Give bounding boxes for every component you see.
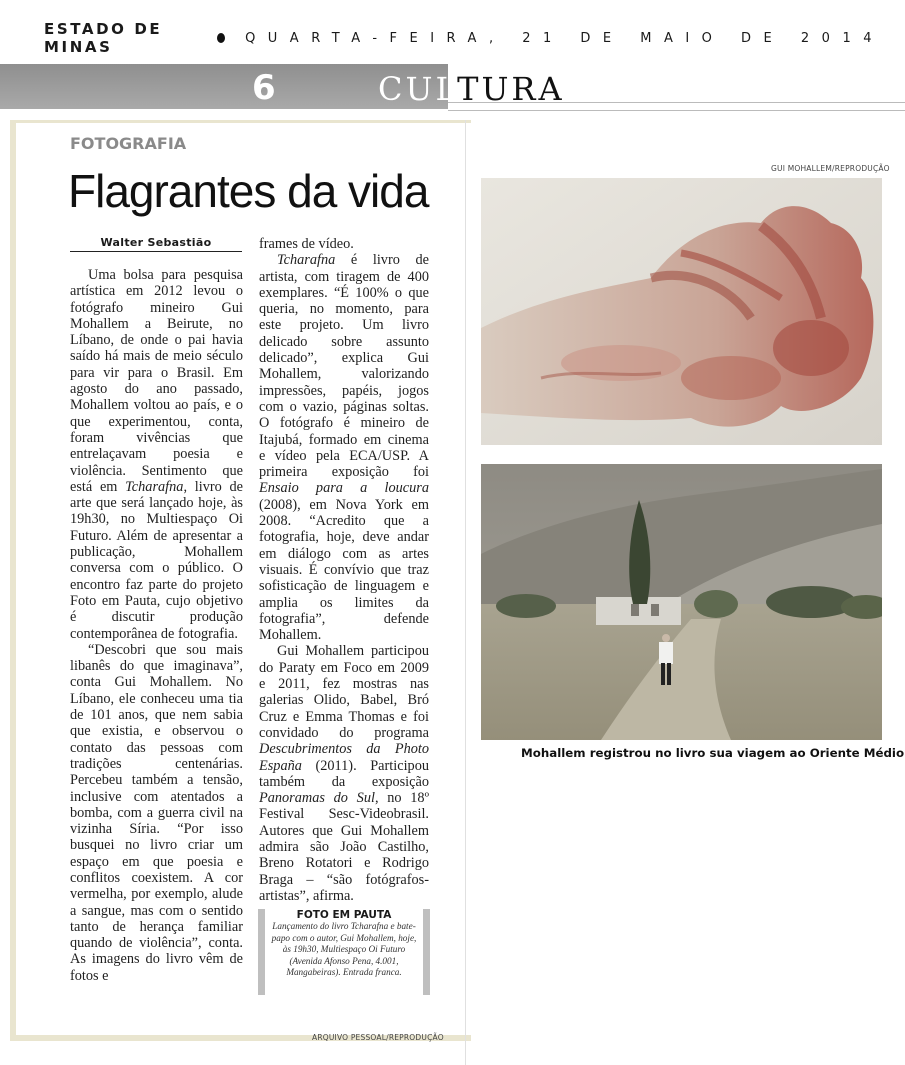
text-run: “Descobri que sou mais libanês do que imaginava”, conta Gui Mohallem. No Líbano, ele conheceu uma tia de 101 anos, que nem sabia que existia, e observou o contato das pessoas com tradições centenárias. Percebeu também a tensão, inclusive com atentados a bomba, com a guerra civil na vizinha Síria. “Por isso busquei no livro criar um espaço em que poesia e conflitos coexistem. A cor vermelha, por exemplo, alude a sangue, mas com o sentido tanto de herança familiar quando de violência”, conta. As imagens do livro vêm de fotos e	[70, 641, 243, 984]
article-paragraph	[259, 236, 429, 252]
section-name-part1: CUL	[378, 70, 458, 108]
article-column-left	[70, 267, 243, 984]
photo-credit-bottom: ARQUIVO PESSOAL/REPRODUÇÃO	[312, 1033, 444, 1042]
section-bar	[0, 64, 905, 109]
info-box-body: Lançamento do livro Tcharafna e bate-papo com o autor, Gui Mohallem, hoje, às 19h30, Multiespaço Oi Futuro (Avenida Afonso Pena, 4.001, Mangabeiras). Entrada franca.	[271, 921, 417, 978]
article-paragraph	[259, 643, 429, 904]
info-box	[258, 909, 430, 995]
column-divider	[465, 120, 466, 1065]
photo-hand	[481, 178, 882, 445]
italic-title: Tcharafna	[125, 478, 184, 495]
newspaper-name: ESTADO DE MINAS	[44, 20, 163, 56]
text-run: , livro de arte que será lançado hoje, às 19h30, no Multiespaço Oi Futuro. Além de apresentar a publicação, Mohallem conversa com o público. O encontro faz parte do projeto Foto em Pauta, cujo objetivo é discutir produção contemporânea de fotografia.	[70, 478, 243, 642]
article-headline: Flagrantes da vida	[68, 165, 429, 217]
issue-date: QUARTA-FEIRA, 21 DE MAIO DE 2014	[245, 30, 884, 46]
italic-title: Tcharafna	[277, 252, 336, 269]
photo-credit-top: GUI MOHALLEM/REPRODUÇÃO	[771, 164, 890, 173]
article-paragraph	[70, 267, 243, 642]
section-name	[378, 70, 565, 108]
article-byline: Walter Sebastião	[70, 236, 242, 252]
photo-landscape	[481, 464, 882, 740]
bullet-icon	[217, 33, 225, 43]
text-run: (2011). Participou também da exposição	[259, 757, 429, 790]
text-run: frames de vídeo.	[259, 236, 354, 252]
text-run: Uma bolsa para pesquisa artística em 2012 levou o fotógrafo mineiro Gui Mohallem a Beirute, no Líbano, de onde o pai havia saído há mais de meio século para vir para o Brasil. Em agosto do ano passado, Mohallem voltou ao país, e o que experimentou, conta, foram vivências que entrelaçavam poesia e violência. Sentimento que está em	[70, 267, 243, 495]
article-column-right	[259, 236, 429, 904]
article-kicker: FOTOGRAFIA	[70, 134, 187, 153]
masthead	[44, 20, 884, 56]
text-run: (2008), em Nova York em 2008. “Acredito que a fotografia, hoje, deve andar em diálogo com as artes visuais. É convívio que traz sofisticação de linguagem e amplia os limites da fotografia”, defende Mohallem.	[259, 496, 429, 644]
italic-title: Descubrimentos da Photo España	[259, 741, 429, 774]
page-number: 6	[252, 68, 276, 108]
text-run: é livro de artista, com tiragem de 400 exemplares. “É 100% o que queria, no momento, para este projeto. Um livro delicado sobre assunto delicado”, explica Gui Mohallem, valorizando impressões, papéis, jogos com o vazio, páginas soltas. O fotógrafo é mineiro de Itajubá, formado em cinema e vídeo pela ECA/USP. A primeira exposição foi	[259, 252, 429, 481]
text-run: , no 18º Festival Sesc-Videobrasil. Autores que Gui Mohallem admira são João Castilho, Breno Rotatori e Rodrigo Braga – “são fotógrafos-artistas”, afirma.	[259, 790, 429, 904]
section-name-part2: TURA	[457, 70, 565, 108]
italic-title: Ensaio para a loucura	[259, 480, 429, 497]
article-paragraph	[259, 252, 429, 643]
italic-title: Panoramas do Sul	[259, 790, 375, 807]
photo-caption: Mohallem registrou no livro sua viagem ao Oriente Médio	[521, 746, 905, 760]
info-box-title: FOTO EM PAUTA	[296, 909, 392, 921]
text-run: Gui Mohallem participou do Paraty em Foco em 2009 e 2011, fez mostras nas galerias Olido, Babel, Bró Cruz e Emma Thomas e foi convidado do programa	[259, 643, 429, 741]
article-paragraph	[70, 642, 243, 984]
